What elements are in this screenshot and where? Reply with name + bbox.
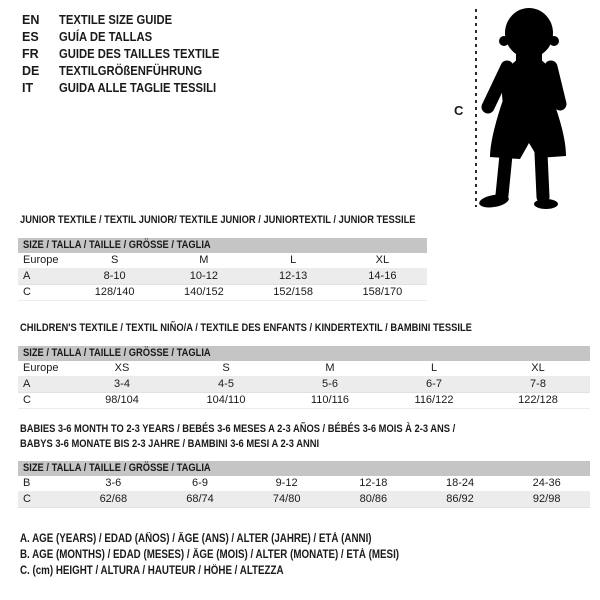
size-cell: S xyxy=(110,254,119,266)
language-title: TEXTILE SIZE GUIDE xyxy=(59,13,173,27)
language-code: ES xyxy=(22,30,39,44)
age-cell: 6-7 xyxy=(426,378,442,390)
language-code: DE xyxy=(22,64,40,78)
height-cell: 110/116 xyxy=(310,394,350,406)
age-cell: 12-18 xyxy=(359,477,388,489)
age-cell: 24-36 xyxy=(532,477,561,489)
table-row xyxy=(18,253,427,269)
size-cell: M xyxy=(199,254,209,266)
age-cell: 6-9 xyxy=(192,477,208,489)
height-cell: 158/170 xyxy=(362,286,403,298)
table-row xyxy=(18,285,427,301)
height-cell: 62/68 xyxy=(99,493,128,505)
size-cell: S xyxy=(222,362,230,374)
age-cell: 3-6 xyxy=(105,477,122,489)
age-cell: 5-6 xyxy=(322,378,338,390)
table-header-bar: SIZE / TALLA / TAILLE / GRÖSSE / TAGLIA xyxy=(18,238,427,253)
row-label: C xyxy=(23,394,31,406)
height-cell: 92/98 xyxy=(532,493,561,505)
table-row xyxy=(18,269,427,285)
table-row xyxy=(18,377,590,393)
language-title-list xyxy=(22,12,237,97)
babies-table-title: BABIES 3-6 MONTH TO 2-3 YEARS / BEBÉS 3-6 MESES A 2-3 AÑOS / BÉBÉS 3-6 MOIS À 2-3 ANS / BABYS 3-6 MONATE BIS 2-3 JAHRE / BAMBINI 3-6 MESI A 2-3 ANNI xyxy=(20,423,456,450)
language-code: IT xyxy=(22,81,34,95)
table-header-bar: SIZE / TALLA / TAILLE / GRÖSSE / TAGLIA xyxy=(18,346,590,361)
table-row xyxy=(18,492,590,508)
age-cell: 14-16 xyxy=(368,270,397,282)
height-cell: 98/104 xyxy=(105,394,139,406)
language-title: GUIDE DES TAILLES TEXTILE xyxy=(59,47,220,61)
height-cell: 74/80 xyxy=(272,493,301,505)
children-table-title: CHILDREN'S TEXTILE / TEXTIL NIÑO/A / TEXTILE DES ENFANTS / KINDERTEXTIL / BAMBINI TESSILE xyxy=(20,322,472,334)
age-cell: 7-8 xyxy=(530,378,546,390)
size-cell: L xyxy=(290,254,297,266)
age-cell: 12-13 xyxy=(279,270,308,282)
language-code: FR xyxy=(22,47,39,61)
size-cell: L xyxy=(430,362,438,374)
row-label: B xyxy=(23,477,31,489)
height-figure xyxy=(450,5,595,211)
table-row xyxy=(18,476,590,492)
row-label: A xyxy=(23,270,31,282)
table-header-bar: SIZE / TALLA / TAILLE / GRÖSSE / TAGLIA xyxy=(18,461,590,476)
row-label: Europe xyxy=(23,254,59,266)
height-cell: 140/152 xyxy=(183,286,224,298)
height-cell: 86/92 xyxy=(446,493,474,505)
junior-table xyxy=(18,238,427,301)
height-cell: 116/122 xyxy=(414,394,454,406)
age-cell: 8-10 xyxy=(103,270,126,282)
height-cell: 122/128 xyxy=(518,394,558,406)
row-label: Europe xyxy=(23,362,59,374)
children-table xyxy=(18,346,590,409)
legend-line-age-years: A. AGE (YEARS) / EDAD (AÑOS) / ÂGE (ANS) / ALTER (JAHRE) / ETÀ (ANNI) xyxy=(20,533,372,545)
row-label: C xyxy=(23,286,31,298)
legend-line-age-months: B. AGE (MONTHS) / EDAD (MESES) / ÂGE (MOIS) / ALTER (MONATE) / ETÀ (MESI) xyxy=(20,549,400,561)
language-title: GUIDA ALLE TAGLIE TESSILI xyxy=(59,81,217,95)
age-cell: 3-4 xyxy=(114,378,130,390)
language-title: GUÍA DE TALLAS xyxy=(59,30,153,44)
height-cell: 128/140 xyxy=(94,286,135,298)
legend-line-height: C. (cm) HEIGHT / ALTURA / HAUTEUR / HÖHE / ALTEZZA xyxy=(20,565,284,577)
height-cell: 104/110 xyxy=(206,394,246,406)
size-cell: XS xyxy=(114,362,130,374)
size-cell: XL xyxy=(375,254,390,266)
height-cell: 152/158 xyxy=(273,286,313,298)
babies-table xyxy=(18,461,590,508)
height-cell: 80/86 xyxy=(359,493,388,505)
age-cell: 10-12 xyxy=(189,270,218,282)
age-cell: 18-24 xyxy=(445,477,475,489)
age-cell: 9-12 xyxy=(275,477,298,489)
row-label: A xyxy=(23,378,31,390)
baby-silhouette-icon xyxy=(450,5,595,211)
height-cell: 68/74 xyxy=(186,493,214,505)
language-code: EN xyxy=(22,13,40,27)
language-title: TEXTILGRÖßENFÜHRUNG xyxy=(59,64,203,78)
table-row xyxy=(18,361,590,377)
junior-table-title: JUNIOR TEXTILE / TEXTIL JUNIOR/ TEXTILE JUNIOR / JUNIORTEXTIL / JUNIOR TESSILE xyxy=(20,214,416,226)
table-row xyxy=(18,393,590,409)
row-label: C xyxy=(23,493,31,505)
height-label: C xyxy=(454,103,464,118)
age-cell: 4-5 xyxy=(218,378,234,390)
legend xyxy=(20,531,466,579)
size-cell: XL xyxy=(531,362,545,374)
size-cell: M xyxy=(325,362,335,374)
